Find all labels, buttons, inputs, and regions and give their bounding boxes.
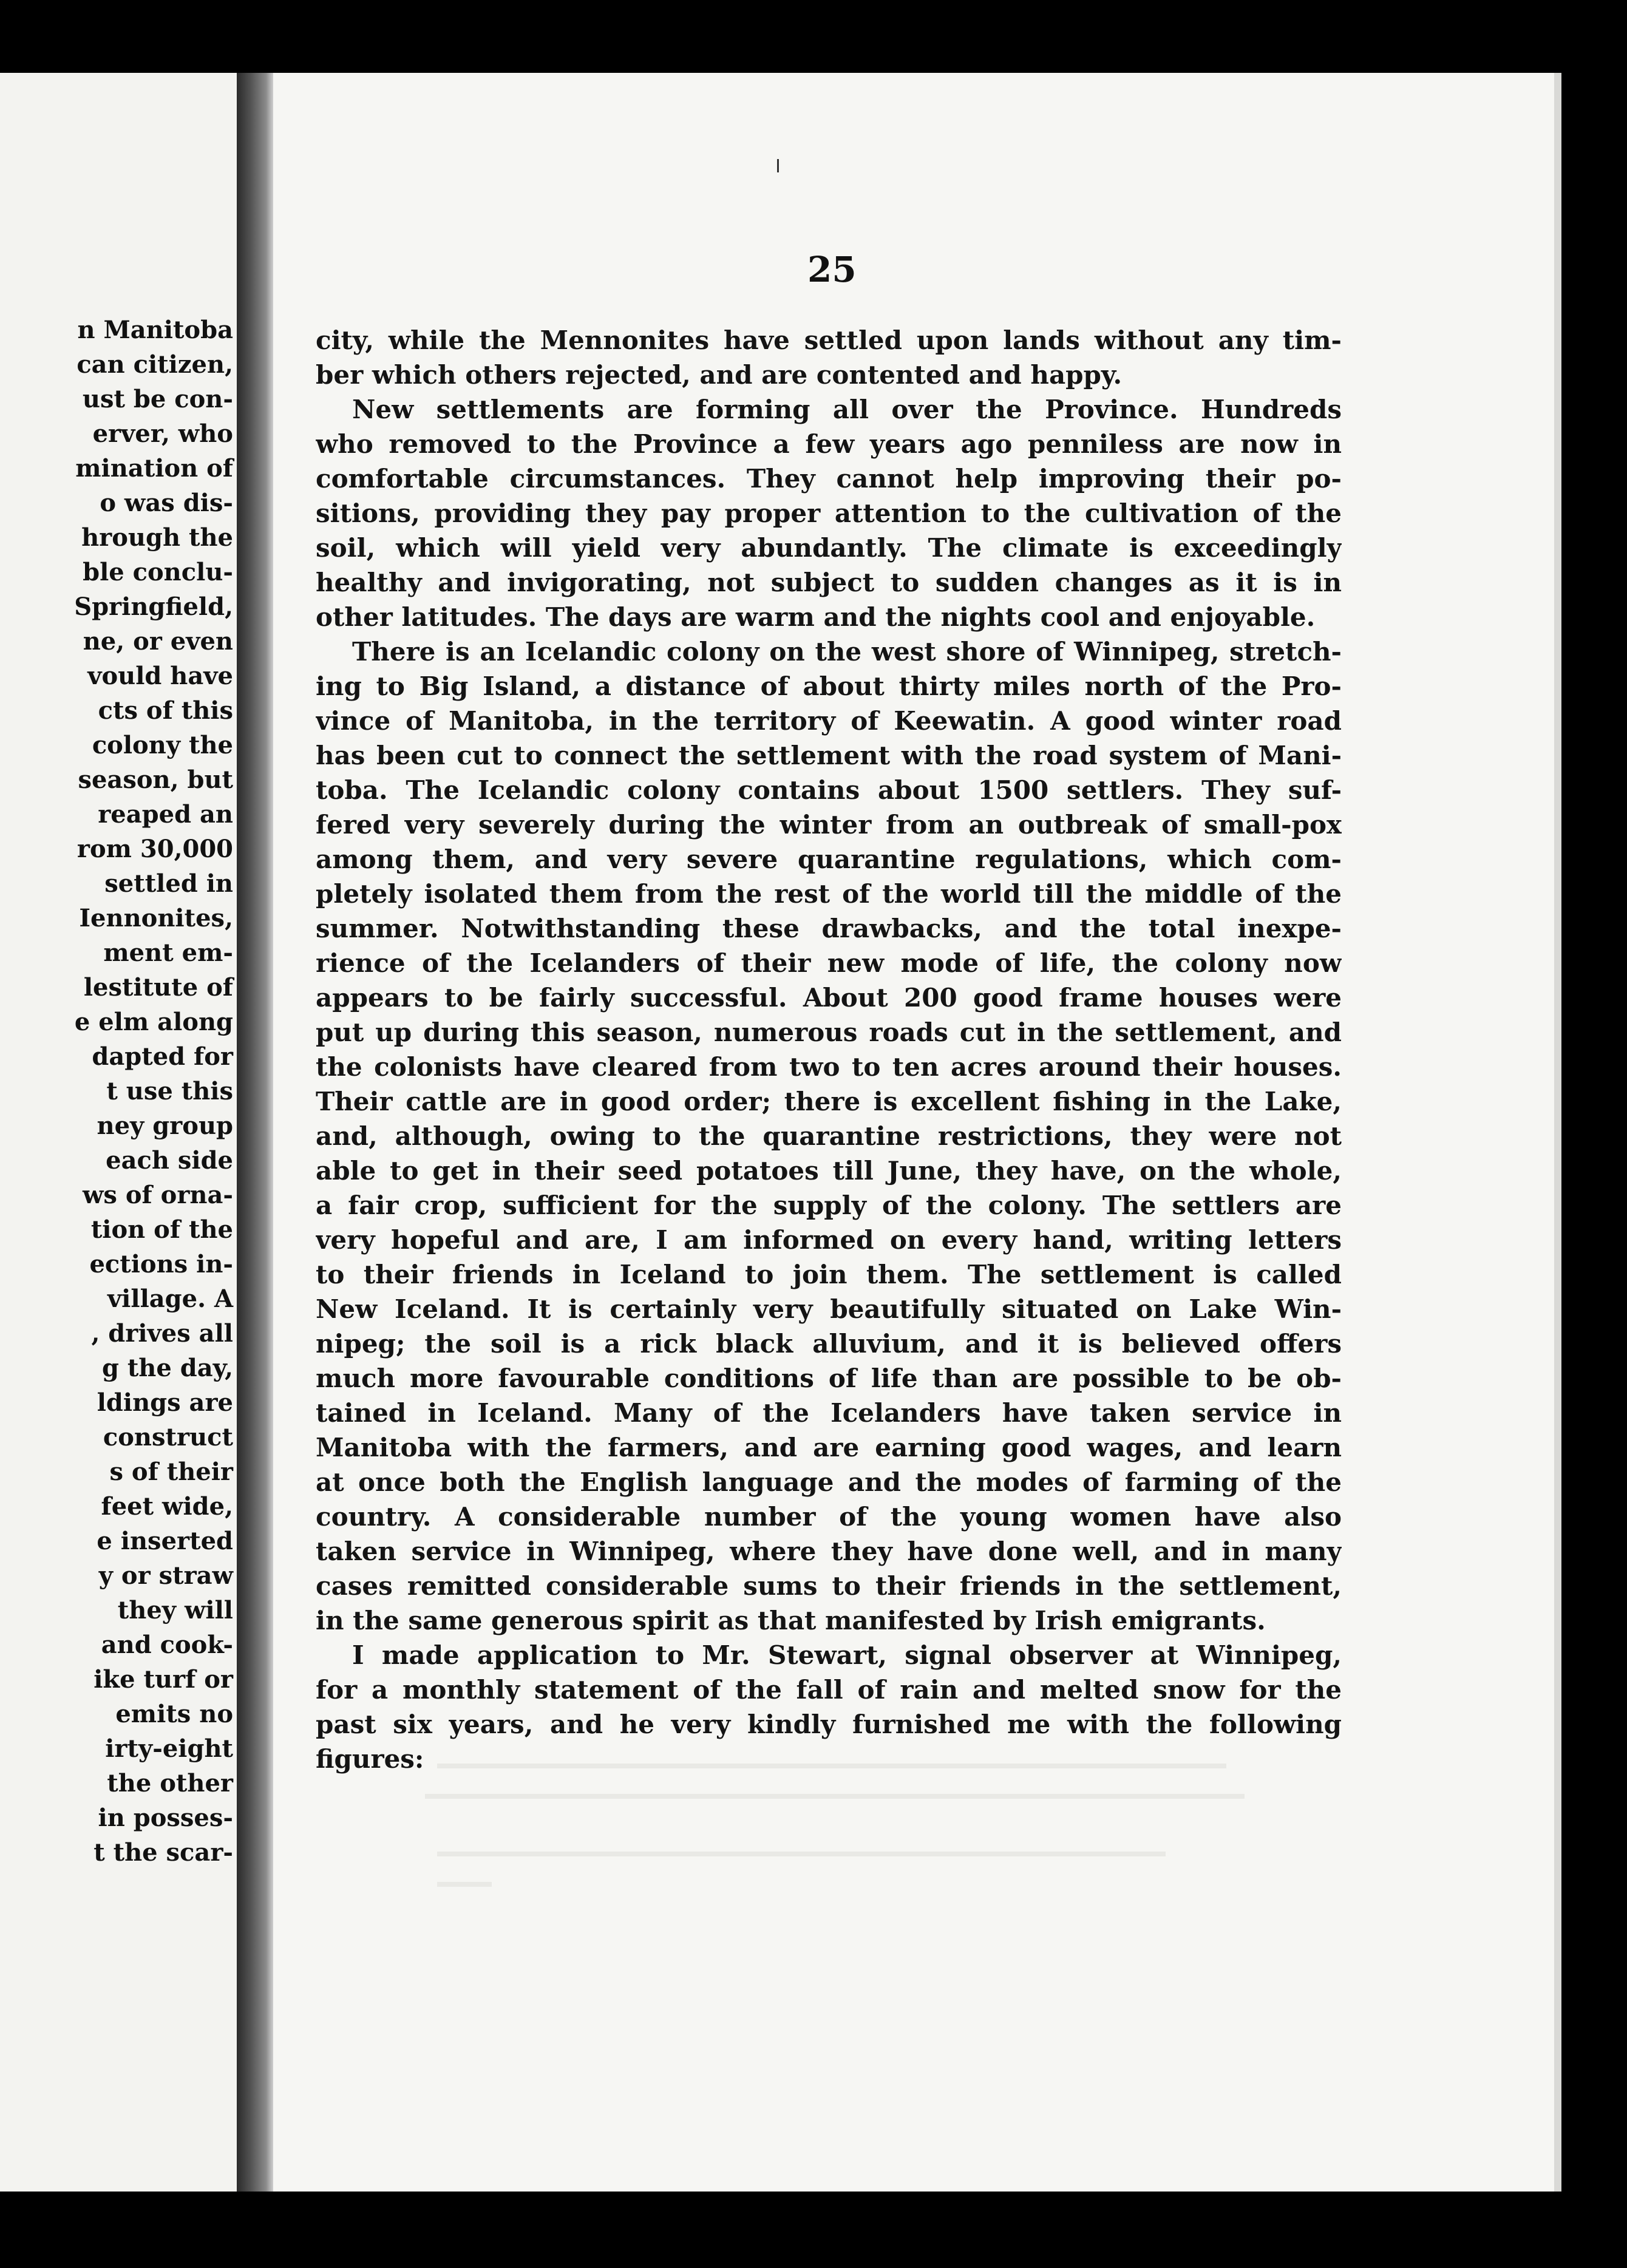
left-page-line: ment em- (103, 939, 233, 967)
left-page-line: the other (107, 1769, 233, 1798)
left-page-line: settled in (104, 869, 233, 898)
left-page-line: irty-eight (105, 1734, 233, 1763)
left-page-line: and cook- (101, 1631, 233, 1659)
body-line: past six years, and he very kindly furnished me with the following (316, 1709, 1342, 1739)
left-page-line: feet wide, (101, 1492, 233, 1521)
body-line: vince of Manitoba, in the territory of Keewatin. A good winter road (316, 706, 1342, 736)
bleed-through-line (437, 1852, 1166, 1856)
bleed-through-line (437, 1882, 492, 1887)
left-page-line: o was dis- (100, 489, 233, 517)
left-facing-page (0, 73, 237, 2192)
body-line: cases remitted considerable sums to their friends in the settlement, (316, 1571, 1342, 1601)
left-page-line: , drives all (91, 1319, 233, 1348)
body-line: much more favourable conditions of life than are possible to be ob- (316, 1363, 1342, 1393)
page-edge (1554, 73, 1561, 2192)
body-line: appears to be fairly successful. About 200 good frame houses were (316, 983, 1342, 1013)
body-line: very hopeful and are, I am informed on every hand, writing letters (316, 1225, 1342, 1255)
body-line: There is an Icelandic colony on the west shore of Winnipeg, stretch- (352, 637, 1342, 667)
body-line: Manitoba with the farmers, and are earning good wages, and learn (316, 1433, 1342, 1462)
body-line: country. A considerable number of the young women have also (316, 1502, 1342, 1532)
left-page-line: ike turf or (93, 1665, 233, 1694)
left-page-line: ust be con- (82, 385, 233, 413)
left-page-line: t the scar- (93, 1838, 233, 1867)
body-line: at once both the English language and the modes of farming of the (316, 1467, 1342, 1497)
body-line: put up during this season, numerous roads cut in the settlement, and (316, 1017, 1342, 1047)
left-page-line: Springfield, (74, 592, 233, 621)
left-page-line: mination of (75, 454, 233, 483)
left-page-line: dapted for (92, 1042, 233, 1071)
body-line: rience of the Icelanders of their new mode of life, the colony now (316, 948, 1342, 978)
left-page-line: t use this (106, 1077, 233, 1105)
body-line: soil, which will yield very abundantly. The climate is exceedingly (316, 533, 1342, 563)
body-line: healthy and invigorating, not subject to sudden changes as it is in (316, 568, 1342, 597)
body-line: a fair crop, sufficient for the supply of the colony. The settlers are (316, 1190, 1342, 1220)
body-line: among them, and very severe quarantine regulations, which com- (316, 844, 1342, 874)
body-line: for a monthly statement of the fall of rain and melted snow for the (316, 1675, 1342, 1705)
left-page-line: erver, who (92, 419, 233, 448)
left-page-line: colony the (92, 731, 233, 759)
body-line: able to get in their seed potatoes till June, they have, on the whole, (316, 1156, 1342, 1186)
left-page-line: ne, or even (83, 627, 233, 656)
bleed-through-line (425, 1794, 1245, 1799)
left-page-line: can citizen, (76, 350, 233, 379)
body-line: I made application to Mr. Stewart, signal observer at Winnipeg, (352, 1640, 1342, 1670)
body-line: comfortable circumstances. They cannot help improving their po- (316, 464, 1342, 494)
body-line: toba. The Icelandic colony contains about 1500 settlers. They suf- (316, 775, 1342, 805)
left-page-line: season, but (78, 766, 233, 794)
left-page-line: e elm along (74, 1008, 233, 1036)
left-page-line: construct (103, 1423, 233, 1451)
body-line: ber which others rejected, and are contented and happy. (316, 360, 1123, 390)
left-page-line: g the day, (101, 1354, 233, 1382)
body-line: and, although, owing to the quarantine restrictions, they were not (316, 1121, 1342, 1151)
body-line: has been cut to connect the settlement with the road system of Mani- (316, 741, 1342, 770)
body-line: ing to Big Island, a distance of about thirty miles north of the Pro- (316, 671, 1342, 701)
left-page-line: y or straw (98, 1561, 233, 1590)
left-page-line: cts of this (98, 696, 233, 725)
left-page-line: Iennonites, (79, 904, 233, 932)
body-line: pletely isolated them from the rest of the world till the middle of the (316, 879, 1342, 909)
left-page-line: reaped an (98, 800, 233, 829)
left-page-line: vould have (87, 662, 233, 690)
left-page-line: lestitute of (83, 973, 233, 1002)
stray-mark (777, 159, 779, 172)
left-page-line: tion of the (90, 1215, 233, 1244)
left-page-text-fragments (0, 313, 233, 1870)
left-page-line: emits no (115, 1700, 233, 1728)
body-line: other latitudes. The days are warm and the nights cool and enjoyable. (316, 602, 1316, 632)
binding-gutter-shadow (237, 73, 273, 2192)
body-line: city, while the Mennonites have settled upon lands without any tim- (316, 325, 1342, 355)
body-line: sitions, providing they pay proper attention to the cultivation of the (316, 498, 1342, 528)
left-page-line: ldings are (97, 1388, 233, 1417)
body-line: fered very severely during the winter from an outbreak of small-pox (316, 810, 1342, 840)
left-page-line: ble conclu- (83, 558, 233, 586)
body-line: in the same generous spirit as that manifested by Irish emigrants. (316, 1606, 1266, 1635)
left-page-line: village. A (107, 1285, 233, 1313)
left-page-line: they will (117, 1596, 233, 1625)
left-page-line: e inserted (97, 1527, 233, 1555)
body-line: the colonists have cleared from two to ten acres around their houses. (316, 1052, 1342, 1082)
left-page-line: ney group (97, 1112, 233, 1140)
left-page-line: ections in- (89, 1250, 233, 1278)
left-page-line: rom 30,000 (76, 835, 233, 863)
left-page-line: hrough the (81, 523, 233, 552)
body-text (316, 323, 1342, 1776)
body-line: New settlements are forming all over the Province. Hundreds (352, 395, 1342, 424)
bleed-through-line (437, 1764, 1226, 1768)
body-line: to their friends in Iceland to join them. The settlement is called (316, 1260, 1342, 1289)
body-line: Their cattle are in good order; there is excellent fishing in the Lake, (316, 1087, 1342, 1116)
left-page-line: s of their (109, 1458, 233, 1486)
left-page-line: n Manitoba (77, 316, 233, 344)
left-page-line: ws of orna- (82, 1181, 233, 1209)
left-page-line: each side (106, 1146, 233, 1175)
body-line: taken service in Winnipeg, where they have done well, and in many (316, 1536, 1342, 1566)
body-line: tained in Iceland. Many of the Icelanders have taken service in (316, 1398, 1342, 1428)
body-line: New Iceland. It is certainly very beautifully situated on Lake Win- (316, 1294, 1342, 1324)
left-page-line: in posses- (98, 1804, 233, 1832)
page-number: 25 (807, 249, 857, 290)
body-line: summer. Notwithstanding these drawbacks, and the total inexpe- (316, 914, 1342, 943)
body-line: who removed to the Province a few years ago penniless are now in (316, 429, 1342, 459)
body-line: nipeg; the soil is a rick black alluvium, and it is believed offers (316, 1329, 1342, 1359)
body-line: figures: (316, 1744, 424, 1774)
